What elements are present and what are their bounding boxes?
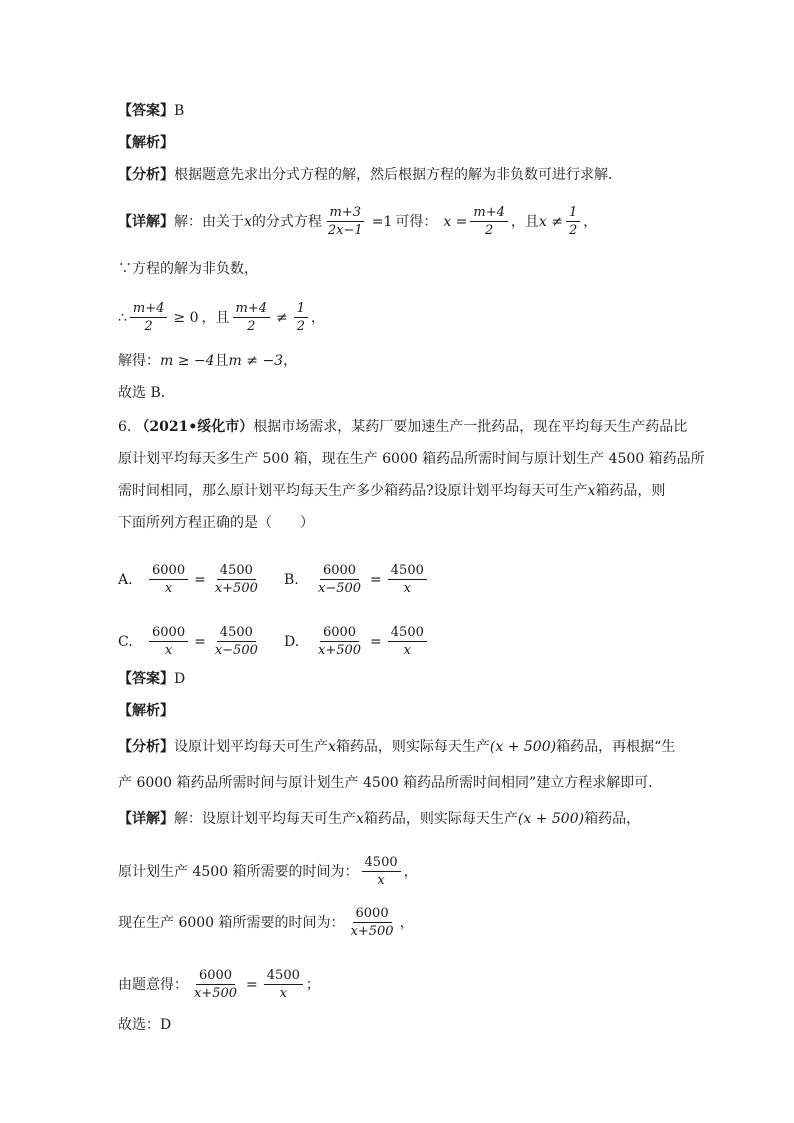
- math-var: x: [244, 213, 252, 230]
- option-label: C.: [118, 633, 133, 650]
- detail-line-1: [118, 206, 704, 237]
- detail-text: 的分式方程: [251, 213, 322, 230]
- math-var: x: [587, 483, 596, 499]
- fenxi-text: 箱药品，则实际每天生产: [335, 739, 490, 755]
- analysis-tag: 【解析】: [118, 703, 174, 719]
- answer-tag: 【答案】: [118, 103, 174, 119]
- detail-text: ，: [283, 353, 298, 369]
- detail-text: 现在生产 6000 箱所需要的时间为：: [118, 914, 345, 931]
- option-label: B.: [284, 571, 299, 588]
- answer-tag: 【答案】: [118, 671, 174, 687]
- therefore-symbol: ∴: [118, 309, 127, 326]
- fraction: $\frac{4500}{x-500}$: [214, 625, 258, 658]
- q6-fenxi-line-2: [118, 776, 704, 790]
- fraction: $\frac{6000}{x+500}$: [194, 968, 238, 1001]
- q6-stem-line-3: [118, 484, 704, 498]
- detail-text: 箱药品，: [584, 811, 641, 827]
- math-text: =: [194, 633, 206, 650]
- question-stem: 下面所列方程正确的是（ ）: [118, 515, 314, 531]
- question-source: （2021•绥化市）: [135, 419, 254, 435]
- fenxi-tag: 【分析】: [118, 167, 174, 183]
- options-row-1: [118, 564, 704, 595]
- solve-line: [118, 354, 704, 368]
- detail-text: 由题意得：: [118, 976, 188, 993]
- detail-text: 且: [214, 353, 229, 369]
- analysis-tag: 【解析】: [118, 135, 174, 151]
- math-text: =: [370, 571, 382, 588]
- question-stem: 根据市场需求，某药厂要加速生产一批药品，现在平均每天生产药品比: [253, 419, 688, 435]
- fraction: $\frac{6000}{x-500}$: [318, 563, 362, 596]
- detail-text: 箱药品，则实际每天生产: [363, 811, 518, 827]
- fenxi-tag: 【分析】: [118, 739, 174, 755]
- detail-text: ，: [311, 309, 326, 326]
- fraction: $\frac{m+4}{2}$: [130, 302, 168, 333]
- detail-text: 可得：: [395, 213, 438, 230]
- fraction: $\frac{1}{2}$: [294, 302, 308, 333]
- q6-stem-line-4: [118, 516, 704, 530]
- option-label: A.: [118, 571, 133, 588]
- analysis-heading: [118, 136, 704, 150]
- fraction: $\frac{4500}{x}$: [388, 626, 427, 657]
- fraction: $\frac{4500}{x}$: [362, 856, 401, 887]
- answer-value: B: [174, 103, 185, 119]
- q6-answer-line: [118, 672, 704, 686]
- q6-now-time-line: [118, 907, 704, 938]
- choose-text: 故选 B．: [118, 385, 175, 401]
- math-text: x ≠: [538, 213, 563, 230]
- detail-text: 解：设原计划平均每天可生产: [174, 811, 356, 827]
- q6-choose-line: [118, 1018, 704, 1032]
- math-var: x: [356, 811, 364, 827]
- fraction: $\frac{1}{2}$: [566, 206, 580, 237]
- math-text: m ≥ −4: [160, 353, 215, 369]
- math-text: m ≠ −3: [228, 353, 284, 369]
- math-text: =: [246, 976, 258, 993]
- option-d[interactable]: [284, 626, 430, 657]
- fraction: $\frac{6000}{x+500}$: [318, 625, 362, 658]
- solve-text: 解得：: [118, 353, 160, 369]
- fraction: $\frac{6000}{x}$: [149, 626, 188, 657]
- detail-text: 解：由关于: [174, 213, 244, 230]
- answer-value: D: [174, 671, 186, 687]
- question-stem: 箱药品，则: [595, 483, 666, 499]
- options-row-2: [118, 626, 704, 657]
- q6-equation-line: [118, 969, 704, 1000]
- option-c[interactable]: [118, 626, 284, 657]
- math-text: =: [194, 571, 206, 588]
- math-text: (x + 500): [489, 739, 557, 755]
- question-stem: 原计划平均每天多生产 500 箱，现在生产 6000 箱药品所需时间与原计划生产 4500 箱药品所: [118, 451, 705, 467]
- math-text: (x + 500): [517, 811, 585, 827]
- fraction: $\frac{4500}{x}$: [264, 969, 303, 1000]
- option-b[interactable]: [284, 564, 430, 595]
- fenxi-line: [118, 168, 704, 182]
- choose-line: [118, 386, 704, 400]
- answer-line: [118, 104, 704, 118]
- math-text: x =: [443, 213, 468, 230]
- math-text: ≥ 0: [173, 309, 199, 326]
- therefore-line: [118, 302, 704, 333]
- detail-text: 原计划生产 4500 箱所需要的时间为：: [118, 863, 359, 880]
- q6-analysis-heading: [118, 704, 704, 718]
- since-line: [118, 262, 704, 276]
- q6-detail-line-1: [118, 812, 704, 826]
- fraction: $\frac{4500}{x+500}$: [214, 563, 258, 596]
- detail-tag: 【详解】: [118, 213, 174, 230]
- q6-fenxi-line-1: [118, 740, 704, 754]
- fraction: $\frac{m+4}{2}$: [470, 206, 508, 237]
- detail-text: ，且: [510, 213, 539, 230]
- fenxi-text: 设原计划平均每天可生产: [174, 739, 328, 755]
- fraction: $\frac{6000}{x+500}$: [350, 906, 394, 939]
- q6-stem-line-1: [118, 420, 704, 434]
- q6-original-time-line: [118, 856, 704, 887]
- fraction: $\frac{m+3}{2x-1}$: [327, 205, 363, 238]
- fraction: $\frac{m+4}{2}$: [233, 302, 271, 333]
- fenxi-text: 箱药品，再根据“生: [556, 739, 676, 755]
- math-var: x: [328, 739, 336, 755]
- detail-text: ，: [583, 213, 598, 230]
- option-label: D.: [284, 633, 300, 650]
- fraction: $\frac{6000}{x}$: [149, 564, 188, 595]
- math-text: ≠: [276, 309, 288, 326]
- q6-stem-line-2: [118, 452, 704, 466]
- fenxi-text: 根据题意先求出分式方程的解，然后根据方程的解为非负数可进行求解．: [174, 167, 622, 183]
- math-text: =1: [371, 213, 393, 230]
- since-text: ∵方程的解为非负数，: [118, 261, 258, 277]
- choose-text: 故选：D: [118, 1017, 172, 1033]
- math-text: =: [370, 633, 382, 650]
- question-number: 6.: [118, 419, 132, 435]
- detail-text: ，: [403, 863, 418, 880]
- detail-text: ；: [305, 976, 320, 993]
- detail-text: ，且: [201, 309, 230, 326]
- fenxi-text: 产 6000 箱药品所需时间与原计划生产 4500 箱药品所需时间相同”建立方程求解即可．: [118, 775, 663, 791]
- detail-text: ，: [399, 914, 414, 931]
- detail-tag: 【详解】: [118, 811, 174, 827]
- fraction: $\frac{4500}{x}$: [388, 564, 427, 595]
- question-stem: 需时间相同，那么原计划平均每天生产多少箱药品?设原计划平均每天可生产: [118, 483, 588, 499]
- option-a[interactable]: [118, 564, 284, 595]
